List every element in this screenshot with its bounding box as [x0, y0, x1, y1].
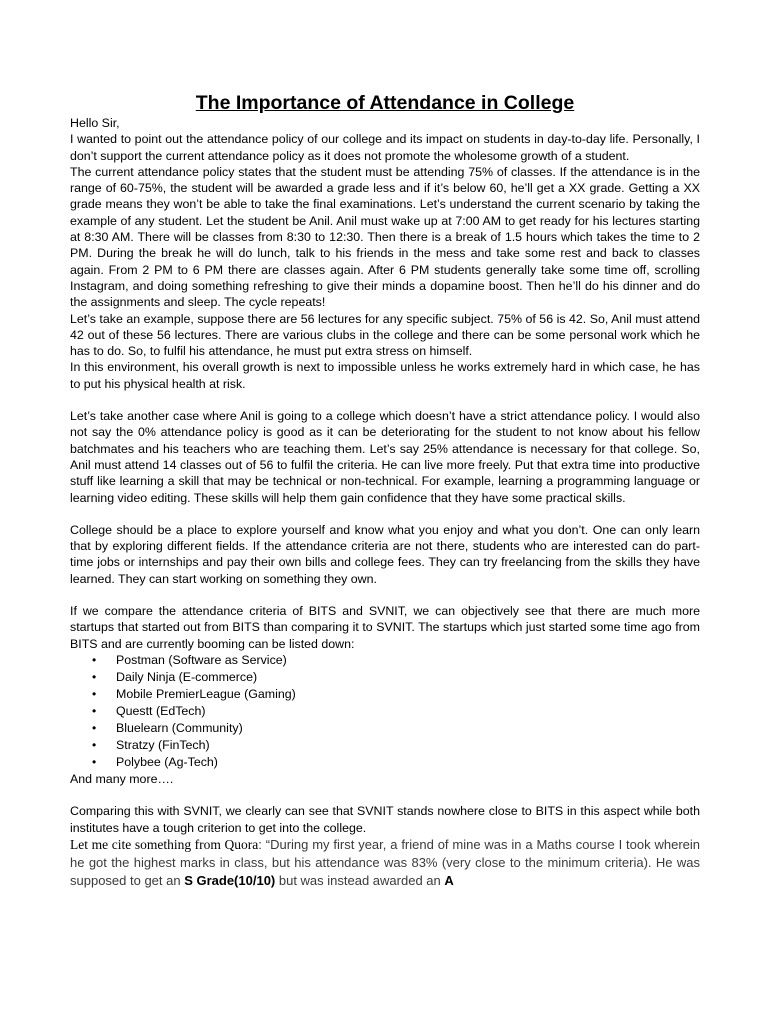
paragraph-explore: College should be a place to explore yourself and know what you enjoy and what you don’t. One can only learn that by exploring different fields. If the attendance criteria are not there, students who are interested can do part-time jobs or internships and pay their own bills and college fees. They can try freelancing from the skills they have learned. They can start working on something they own.: [70, 522, 700, 586]
quote-bold-a: A: [444, 872, 454, 888]
quote-text-2: but was instead awarded an: [275, 872, 445, 888]
paragraph-intro: I wanted to point out the attendance policy of our college and its impact on students in day-to-day life. Personally, I don’t support the current attendance policy as it does not promote the wholesome growth of a student.: [70, 132, 700, 163]
list-item: • Polybee (Ag-Tech): [116, 754, 700, 771]
quote-text: : “During my first year, a friend of mine was in a Maths course I took wherein he got the highest marks in class, but his attendance was 83% (very close to the minimum criteria). He was supposed to get an: [70, 836, 700, 888]
paragraph-another-case: Let’s take another case where Anil is going to a college which doesn’t have a strict attendance policy. I would also not say the 0% attendance policy is good as it can be deteriorating for the student to not know about his fellow batchmates and his teachers who are teaching them. Let’s say 25% attendance is necessary for that college. So, Anil must attend 14 classes out of 56 to fulfil the criteria. He can live more freely. Put that extra time into productive stuff like learning a skill that may be technical or non-technical. For example, learning a programming language or learning video editing. These skills will help them gain confidence that they have some practical skills.: [70, 409, 700, 505]
list-item: • Bluelearn (Community): [116, 720, 700, 737]
greeting: Hello Sir,: [70, 116, 120, 130]
startup-list: [70, 652, 700, 771]
list-item: • Daily Ninja (E-commerce): [116, 669, 700, 686]
quote-lead: Let me cite something from Quora: [70, 836, 259, 852]
paragraph-svnit: Comparing this with SVNIT, we clearly can see that SVNIT stands nowhere close to BITS in this aspect while both institutes have a tough criterion to get into the college.: [70, 804, 700, 835]
and-more-text: And many more….: [70, 771, 174, 786]
paragraph-policy: The current attendance policy states that the student must be attending 75% of classes. If the attendance is in the range of 60-75%, the student will be awarded a grade less and if it’s below 60, he’ll get a XX grade. Getting a XX grade means they won’t be able to take the final examinations. Let’s understand the current scenario by taking the example of any student. Let the student be Anil. Anil must wake up at 7:00 AM to get ready for his lectures starting at 8:30 AM. There will be classes from 8:30 to 12:30. Then there is a break of 1.5 hours which takes the time to 2 PM. During the break he will do lunch, talk to his friends in the mess and take some rest and back to classes again. From 2 PM to 6 PM there are classes again. After 6 PM students generally take some time off, scrolling Instagram, and doing something refreshing to give their minds a dopamine boost. Then he’ll do his dinner and do the assignments and sleep. The cycle repeats!: [70, 164, 700, 310]
document-title: The Importance of Attendance in College: [195, 92, 575, 114]
paragraph-example: Let’s take an example, suppose there are 56 lectures for any specific subject. 75% of 56 is 42. So, Anil must attend 42 out of these 56 lectures. There are various clubs in the college and there can be some personal work which he has to do. So, to fulfil his attendance, he must put extra stress on himself.: [70, 311, 700, 359]
list-item: • Mobile PremierLeague (Gaming): [116, 686, 700, 703]
list-item: • Stratzy (FinTech): [116, 737, 700, 754]
paragraph-comparison: If we compare the attendance criteria of BITS and SVNIT, we can objectively see that there are much more startups that started out from BITS than comparing it to SVNIT. The startups which just started some time ago from BITS and are currently booming can be listed down:: [70, 604, 700, 651]
quora-quote: [70, 836, 700, 890]
document-page: [70, 92, 700, 890]
list-item: • Postman (Software as Service): [116, 652, 700, 669]
list-item: • Questt (EdTech): [116, 703, 700, 720]
quote-bold-grade: S Grade(10/10): [184, 872, 276, 888]
paragraph-growth: In this environment, his overall growth is next to impossible unless he works extremely hard in which case, he has to put his physical health at risk.: [70, 360, 700, 391]
